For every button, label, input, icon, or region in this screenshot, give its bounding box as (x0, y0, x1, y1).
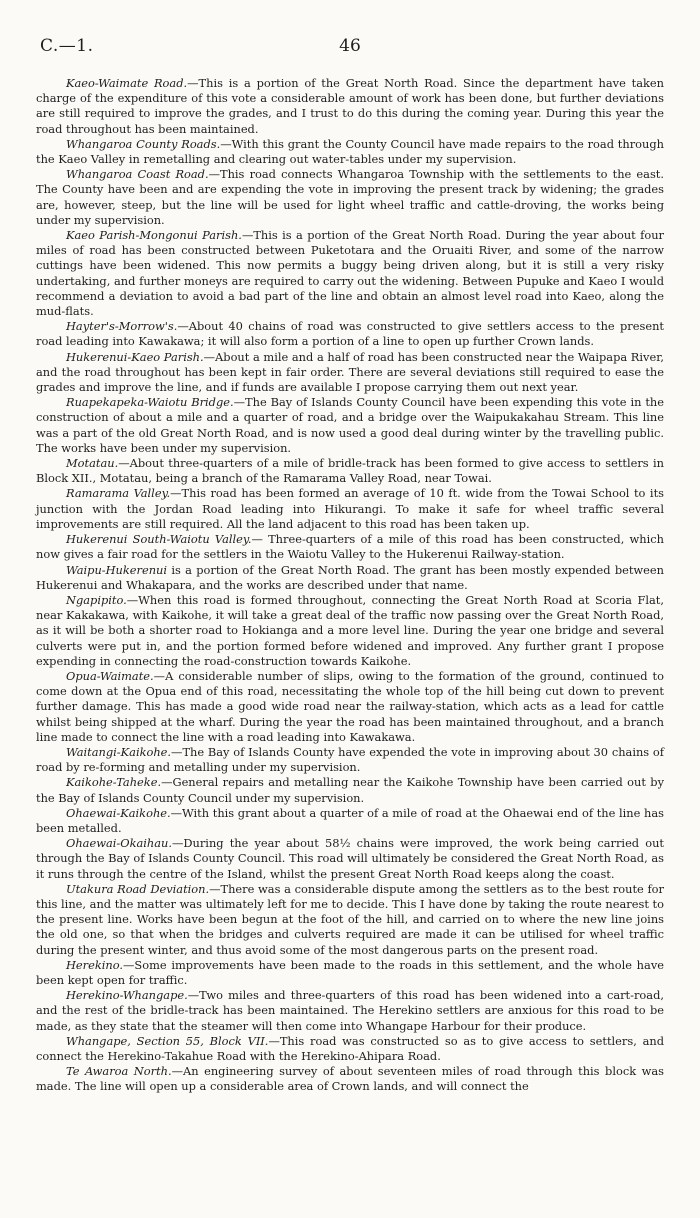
paragraph-heading: Ngapipito. (66, 592, 127, 607)
paragraph (36, 167, 664, 228)
paragraph-heading: Kaikohe-Taheke. (66, 775, 162, 790)
paragraph-text: —Two miles and three-quarters of this road has been widened into a cart-road, and the rest of the bridle-track has been maintained. The Herekino settlers are anxious for this road to be made, as they state that the steamer will then come into Whangape Harbour for their produce. (36, 988, 664, 1033)
paragraph-heading: Te Awaroa North. (66, 1064, 172, 1079)
paragraph (36, 456, 664, 486)
paragraph-heading: Ruapekapeka-Waiotu Bridge. (66, 395, 234, 410)
paragraph-heading: Herekino-Whangape. (66, 988, 188, 1003)
paragraph (36, 836, 664, 882)
paragraph-text: —With this grant about a quarter of a mile of road at the Ohaewai end of the line has been metalled. (36, 805, 664, 835)
paragraph-text: —About a mile and a half of road has been constructed near the Waipapa River, and the road throughout has been kept in fair order. There are several deviations still required to ease the grades and improve the line, and if funds are available I propose carrying them out next year. (36, 349, 665, 395)
paragraph-text: —This road connects Whangaroa Township with the settlements to the east. The County have been and are expending the vote in improving the present track by widening; the grades are, however, steep, but the line will be used for light wheel traffic and cattle-droving, the works being under my supervision. (36, 167, 665, 227)
paragraph-text: —This is a portion of the Great North Road. Since the department have taken charge of the expenditure of this vote a considerable amount of work has been done, but further deviations are still required to improve the grades, and I trust to do this during the coming year. During this year the road throughout has been maintained. (36, 76, 664, 136)
paragraph (36, 1034, 664, 1064)
paragraph (36, 775, 664, 805)
paragraph (36, 319, 664, 349)
paragraph (36, 395, 664, 456)
paragraph-heading: Herekino. (66, 957, 124, 972)
paragraph-heading: Hayter's-Morrow's. (66, 319, 178, 334)
paragraph (36, 137, 664, 167)
paragraph-text: —General repairs and metalling near the Kaikohe Township have been carried out by the Bay of Islands County Council under my supervision. (36, 775, 664, 805)
paragraph-heading: Opua-Waimate. (66, 668, 154, 683)
paragraph-text: —About three-quarters of a mile of bridle-track has been formed to give access to settlers in Block XII., Motatau, being a branch of the Ramarama Valley Road, near Towai. (36, 456, 664, 486)
paragraph-heading: Motatau. (66, 456, 119, 471)
paragraph-heading: Kaeo-Waimate Road. (66, 76, 188, 90)
paragraph-text: —The Bay of Islands County Council have been expending this vote in the construction of about a mile and a quarter of road, and a bridge over the Waipukakahau Stream. This line was a part of the old Great North Road, and is now used a good deal during winter by the travelling public. The works have been under my supervision. (36, 395, 665, 455)
paragraph-heading: Whangape, Section 55, Block VII. (66, 1033, 269, 1048)
page-number: 46 (339, 36, 361, 56)
paragraph (36, 988, 664, 1034)
paragraph (36, 669, 664, 745)
paragraph-text: —With this grant the County Council have made repairs to the road through the Kaeo Valley in remetalling and clearing out water-tables under my supervision. (36, 136, 664, 167)
paragraph-heading: Ohaewai-Kaikohe. (66, 805, 171, 820)
paragraph-text: —There was a considerable dispute among the settlers as to the best route for this line, and the matter was ultimately left for me to decide. This I have done by taking the route nearest to the present line. Works have been begun at the foot of the hill, and carried on to where the new line joins the old one, so that when the bridges and culverts required are made it can be utilised for wheel traffic during the present winter, and thus avoid some of the most dangerous parts on the present road. (36, 881, 664, 957)
paragraph (36, 532, 664, 562)
paragraph (36, 958, 664, 988)
paragraph-heading: Whangaroa County Roads. (66, 136, 221, 151)
paragraph-heading: Waipu-Hukerenui (66, 562, 168, 577)
paragraph-heading: Hukerenui-Kaeo Parish. (66, 349, 204, 364)
paragraph-text: —During the year about 58½ chains were improved, the work being carried out through the Bay of Islands County Council. This road will ultimately be considered the Great North Road, as it runs through the centre of the Island, whilst the present Great North Road keeps along the coast. (36, 836, 664, 881)
paragraph-text: —This road has been formed an average of 10 ft. wide from the Towai School to its junction with the Jordan Road leading into Hikurangi. To make it safe for wheel traffic several improvements are still required. All the land adjacent to this road has been taken up. (36, 486, 664, 531)
paragraph-text: —When this road is formed throughout, connecting the Great North Road at Scoria Flat, near Kakakawa, with Kaikohe, it will take a great deal of the traffic now passing over the Great North Road, as it will be both a shorter road to Hokianga and a more level line. During the year one bridge and several culverts were put in, and the portion formed before widened and improved. Any further grant I propose expending in connecting the road-construction towards Kaikohe. (36, 592, 664, 668)
paragraph (36, 563, 664, 593)
paragraph-text: —The Bay of Islands County have expended the vote in improving about 30 chains of road by re-forming and metalling under my supervision. (36, 744, 664, 775)
paragraph (36, 228, 664, 319)
paragraph (36, 593, 664, 669)
document-id: C.—1. (40, 36, 94, 56)
paragraph (36, 1064, 664, 1094)
paragraph-text: —About 40 chains of road was constructed to give settlers access to the present road leading into Kawakawa; it will also form a portion of a line to open up further Crown lands. (36, 319, 664, 349)
paragraph (36, 486, 664, 532)
paragraph-heading: Waitangi-Kaikohe. (66, 744, 172, 759)
paragraph (36, 806, 664, 836)
paragraph-heading: Ramarama Valley. (66, 486, 171, 501)
paragraph-text: —An engineering survey of about seventeen miles of road through this block was made. The line will open up a considerable area of Crown lands, and will connect the (36, 1064, 664, 1094)
paragraph-text: —This road was constructed so as to give access to settlers, and connect the Herekino-Takahue Road with the Herekino-Ahipara Road. (36, 1033, 665, 1063)
paragraph-heading: Whangaroa Coast Road. (66, 167, 209, 182)
paragraph-text: —A considerable number of slips, owing to the formation of the ground, continued to come down at the Opua end of this road, necessitating the whole top of the hill being cut down to prevent further damage. This has made a good wide road near the railway-station, which acts as a lead for cattle whilst being shipped at the wharf. During the year the road has been maintained throughout, and a branch line made to connect the line with a road leading into Kawakawa. (36, 668, 664, 744)
paragraph (36, 350, 664, 396)
body-text (36, 76, 664, 1095)
paragraph (36, 76, 664, 137)
paragraph-text: — Three-quarters of a mile of this road has been constructed, which now gives a fair road for the settlers in the Waiotu Valley to the Hukerenui Railway-station. (36, 532, 664, 562)
paragraph-text: —This is a portion of the Great North Road. During the year about four miles of road has been constructed between Puketotara and the Oruaiti River, and some of the narrow cuttings have been widened. This now permits a buggy being driven along, but it is still a very risky undertaking, and further moneys are required to carry out the widening. Between Pupuke and Kaeo I would recommend a deviation to avoid a bad part of the line and obtain an almost level road into Kaeo, along the mud-flats. (36, 228, 664, 319)
paragraph-text: —Some improvements have been made to the roads in this settlement, and the whole have been kept open for traffic. (36, 957, 664, 987)
paragraph-heading: Utakura Road Deviation. (66, 881, 210, 896)
paragraph (36, 882, 664, 958)
paragraph-heading: Ohaewai-Okaihau. (66, 836, 172, 851)
paragraph-heading: Hukerenui South-Waiotu Valley. (66, 532, 252, 547)
paragraph-heading: Kaeo Parish-Mongonui Parish. (66, 228, 242, 243)
page-header (36, 36, 664, 66)
paragraph (36, 745, 664, 775)
paragraph-text: is a portion of the Great North Road. The grant has been mostly expended between Hukerenui and Whakapara, and the works are described under that name. (36, 562, 664, 592)
